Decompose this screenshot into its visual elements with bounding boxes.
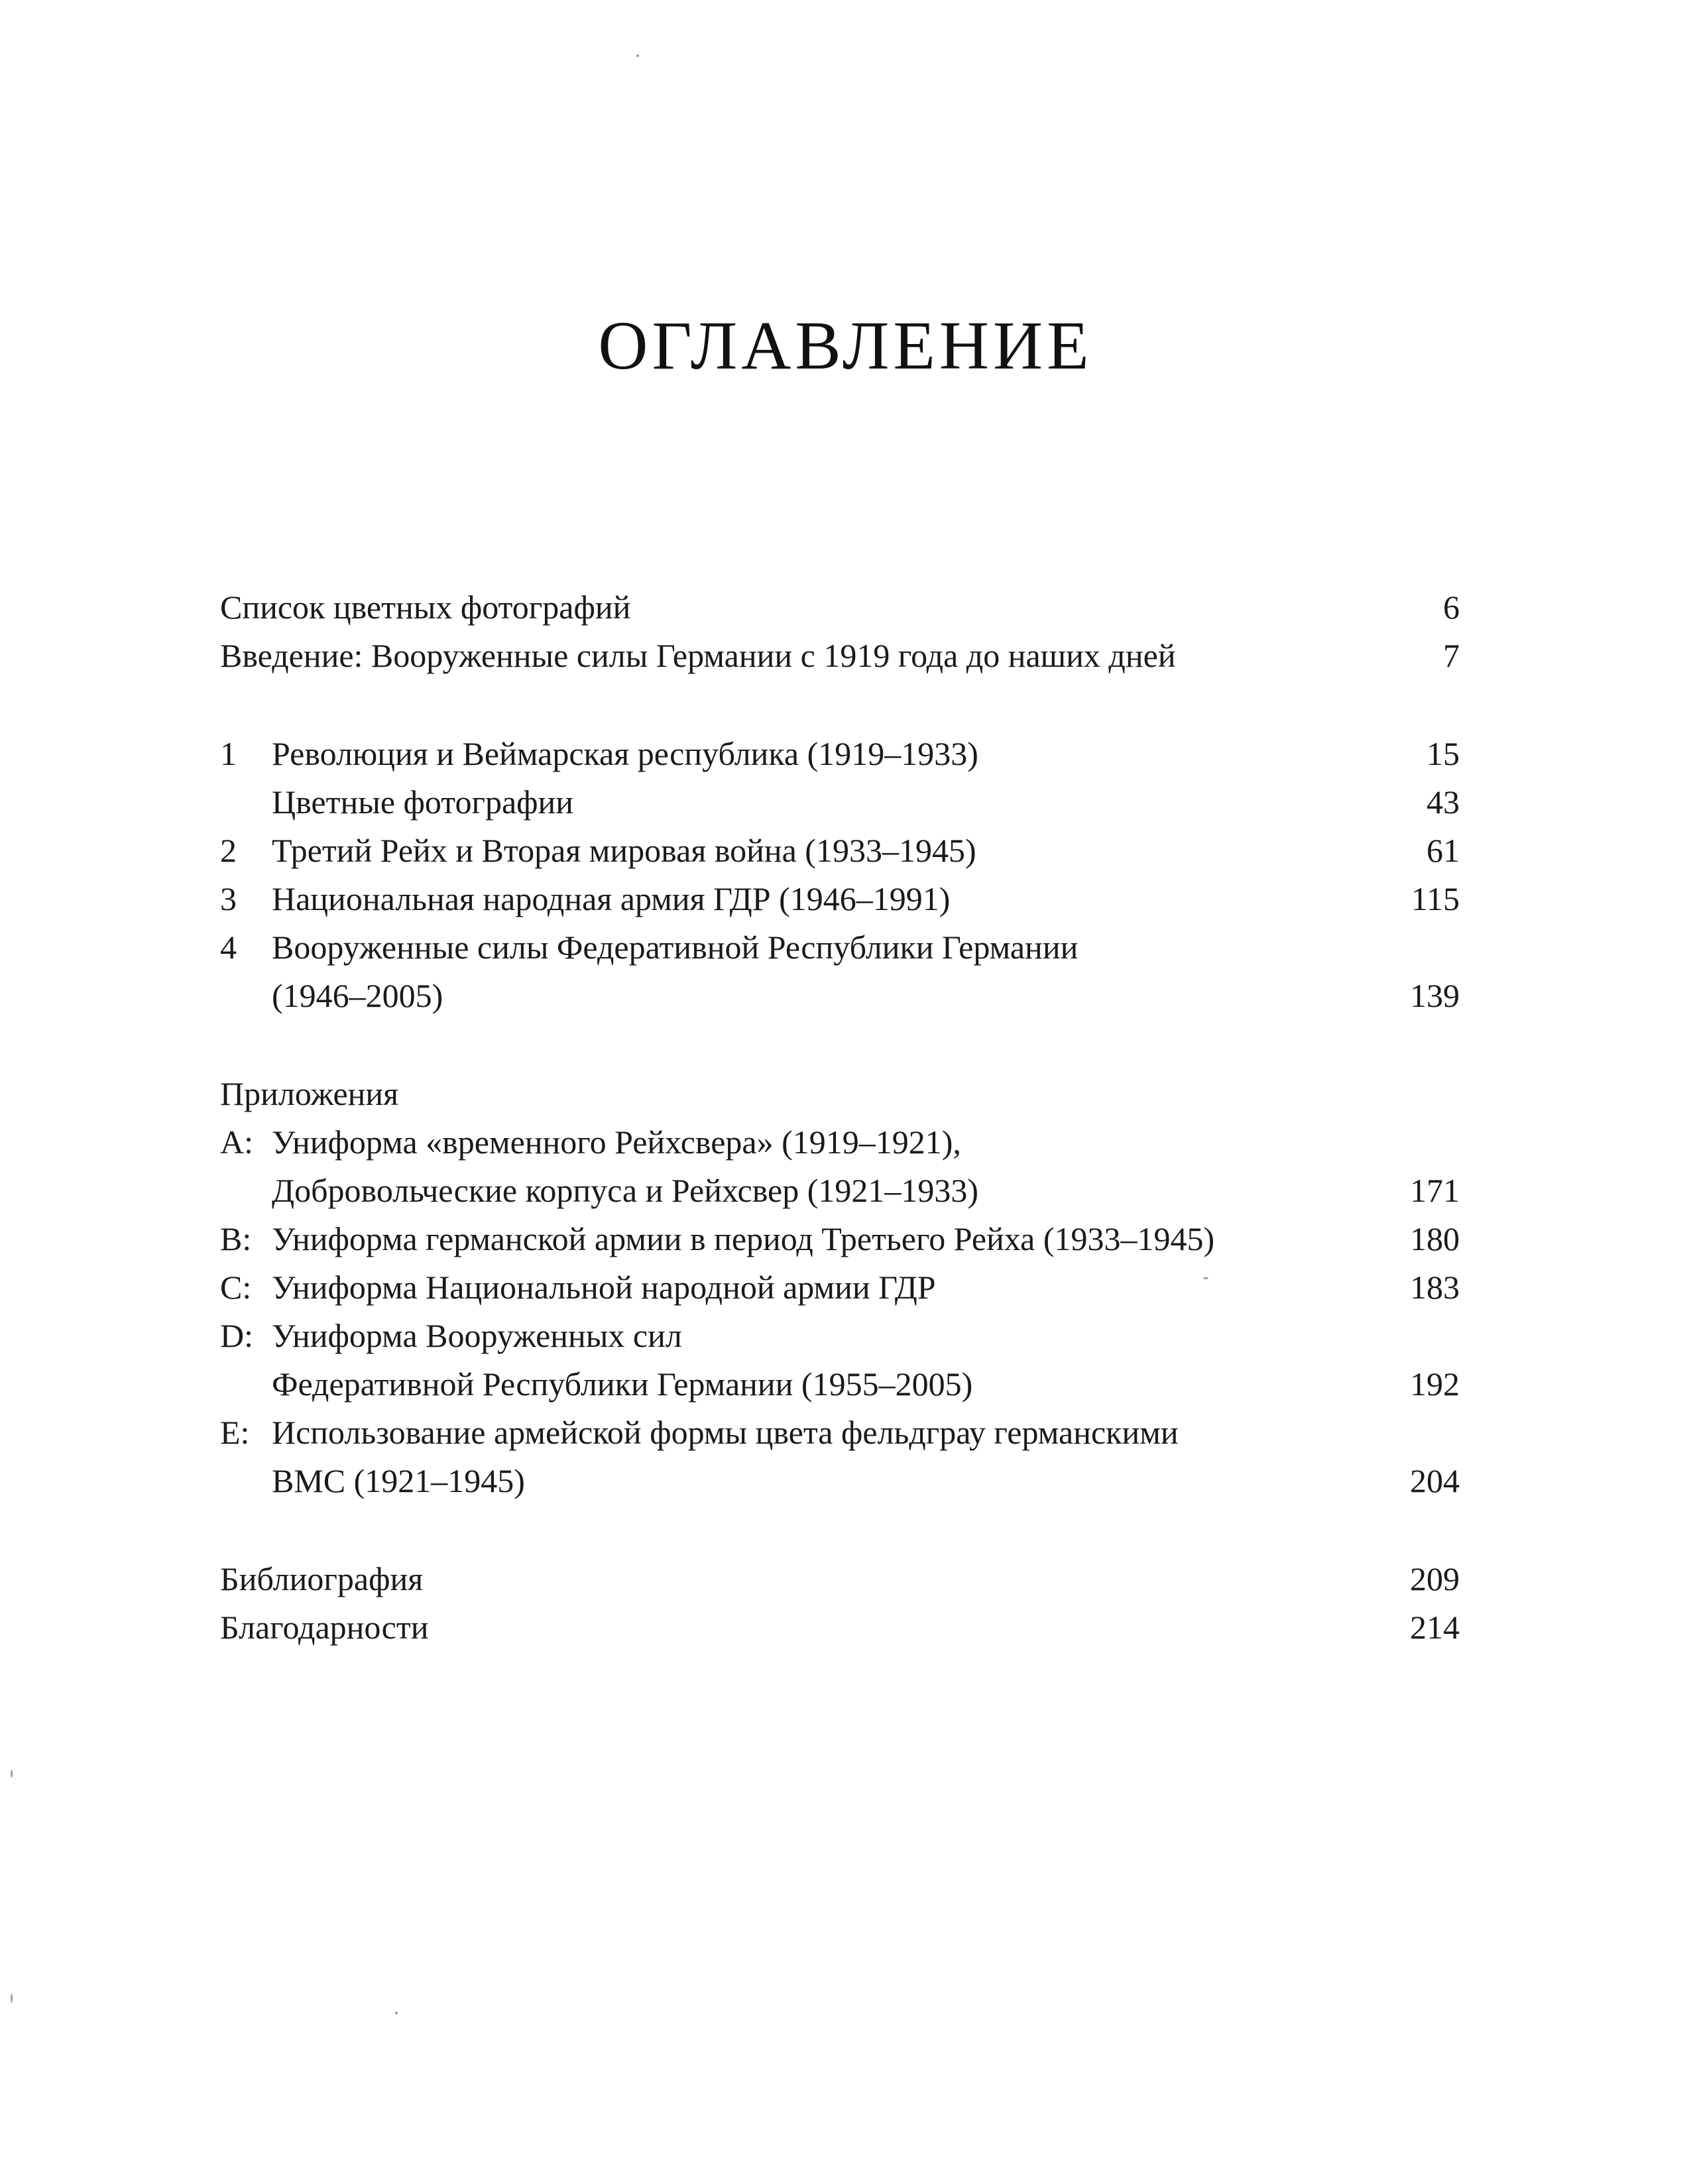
- scan-speck: [1203, 1277, 1208, 1279]
- toc-entry-title: Национальная народная армия ГДР (1946–1991): [272, 880, 951, 917]
- toc-entry-page: 209: [1410, 1560, 1460, 1597]
- toc-entry-page: 15: [1427, 735, 1460, 772]
- toc-entry-title: Благодарности: [220, 1609, 429, 1646]
- toc-entry: [220, 1555, 1460, 1603]
- toc-entry: [220, 1118, 1460, 1167]
- toc-entry-title: Добровольческие корпуса и Рейхсвер (1921–1933): [272, 1172, 979, 1209]
- toc-entry-title: Третий Рейх и Вторая мировая война (1933–1945): [272, 832, 976, 869]
- toc-entry-title: Вооруженные силы Федеративной Республики Германии: [272, 929, 1079, 966]
- toc-entry: [220, 1215, 1460, 1263]
- toc-entry-title: Униформа «временного Рейхсвера» (1919–1921),: [272, 1123, 961, 1161]
- toc-entry: [220, 827, 1460, 875]
- toc-entry-number: 4: [220, 929, 237, 966]
- toc-entry-title: Список цветных фотографий: [220, 589, 631, 626]
- toc-entry: [220, 730, 1460, 778]
- toc-entry: [220, 1312, 1460, 1360]
- toc-entry: [220, 632, 1460, 680]
- toc-entry-title: (1946–2005): [272, 977, 443, 1014]
- toc-entry-title: Федеративной Республики Германии (1955–2005): [272, 1365, 973, 1403]
- toc-entry: [220, 1360, 1460, 1408]
- toc-entry-number: C:: [220, 1269, 252, 1306]
- toc-entry-page: 139: [1410, 977, 1460, 1014]
- scan-speck: [395, 2012, 398, 2014]
- toc-entry: [220, 1457, 1460, 1505]
- toc-entry: [220, 583, 1460, 632]
- toc-section-heading: [220, 1070, 1460, 1118]
- toc-entry-number: 1: [220, 735, 237, 772]
- toc-entry-title: Униформа германской армии в период Третьего Рейха (1933–1945): [272, 1220, 1215, 1257]
- toc-entry-number: B:: [220, 1220, 252, 1257]
- toc-entry: [220, 972, 1460, 1020]
- appendix-heading: Приложения: [220, 1075, 399, 1112]
- scan-speck: [636, 54, 639, 57]
- toc-entry-title: Униформа Национальной народной армии ГДР: [272, 1269, 936, 1306]
- toc-entry-page: 183: [1410, 1269, 1460, 1306]
- toc-entry-page: 6: [1443, 589, 1460, 626]
- toc-entry-title: Цветные фотографии: [272, 783, 574, 821]
- toc-entry-title: Введение: Вооруженные силы Германии с 1919 года до наших дней: [220, 637, 1176, 674]
- toc-entry-number: 3: [220, 880, 237, 917]
- scan-speck: [11, 1770, 13, 1778]
- toc-entry-title: Использование армейской формы цвета фельдграу германскими: [272, 1414, 1179, 1451]
- toc-entry-title: Революция и Веймарская республика (1919–1933): [272, 735, 978, 772]
- toc-entry-page: 7: [1443, 637, 1460, 674]
- toc-entry-number: 2: [220, 832, 237, 869]
- toc-entry-page: 204: [1410, 1462, 1460, 1499]
- toc-entry: [220, 1263, 1460, 1312]
- toc-entry-page: 180: [1410, 1220, 1460, 1257]
- toc-entry: [220, 1408, 1460, 1457]
- toc-entry: [220, 778, 1460, 827]
- toc-entry-page: 43: [1427, 783, 1460, 821]
- toc-entry-page: 171: [1410, 1172, 1460, 1209]
- toc-entry-number: D:: [220, 1317, 253, 1354]
- table-of-contents: [220, 583, 1460, 1652]
- toc-entry-title: Библиография: [220, 1560, 424, 1597]
- toc-entry: [220, 923, 1460, 972]
- toc-entry-page: 115: [1411, 880, 1460, 917]
- toc-entry-number: A:: [220, 1123, 253, 1161]
- toc-entry: [220, 875, 1460, 923]
- toc-entry-title: ВМС (1921–1945): [272, 1462, 525, 1499]
- toc-entry-page: 61: [1427, 832, 1460, 869]
- page-title: ОГЛАВЛЕНИЕ: [598, 308, 1093, 384]
- toc-entry: [220, 1603, 1460, 1652]
- scan-speck: [11, 1994, 13, 2003]
- toc-entry: [220, 1167, 1460, 1215]
- toc-entry-title: Униформа Вооруженных сил: [272, 1317, 682, 1354]
- toc-entry-page: 192: [1410, 1365, 1460, 1403]
- toc-entry-number: E:: [220, 1414, 250, 1451]
- toc-entry-page: 214: [1410, 1609, 1460, 1646]
